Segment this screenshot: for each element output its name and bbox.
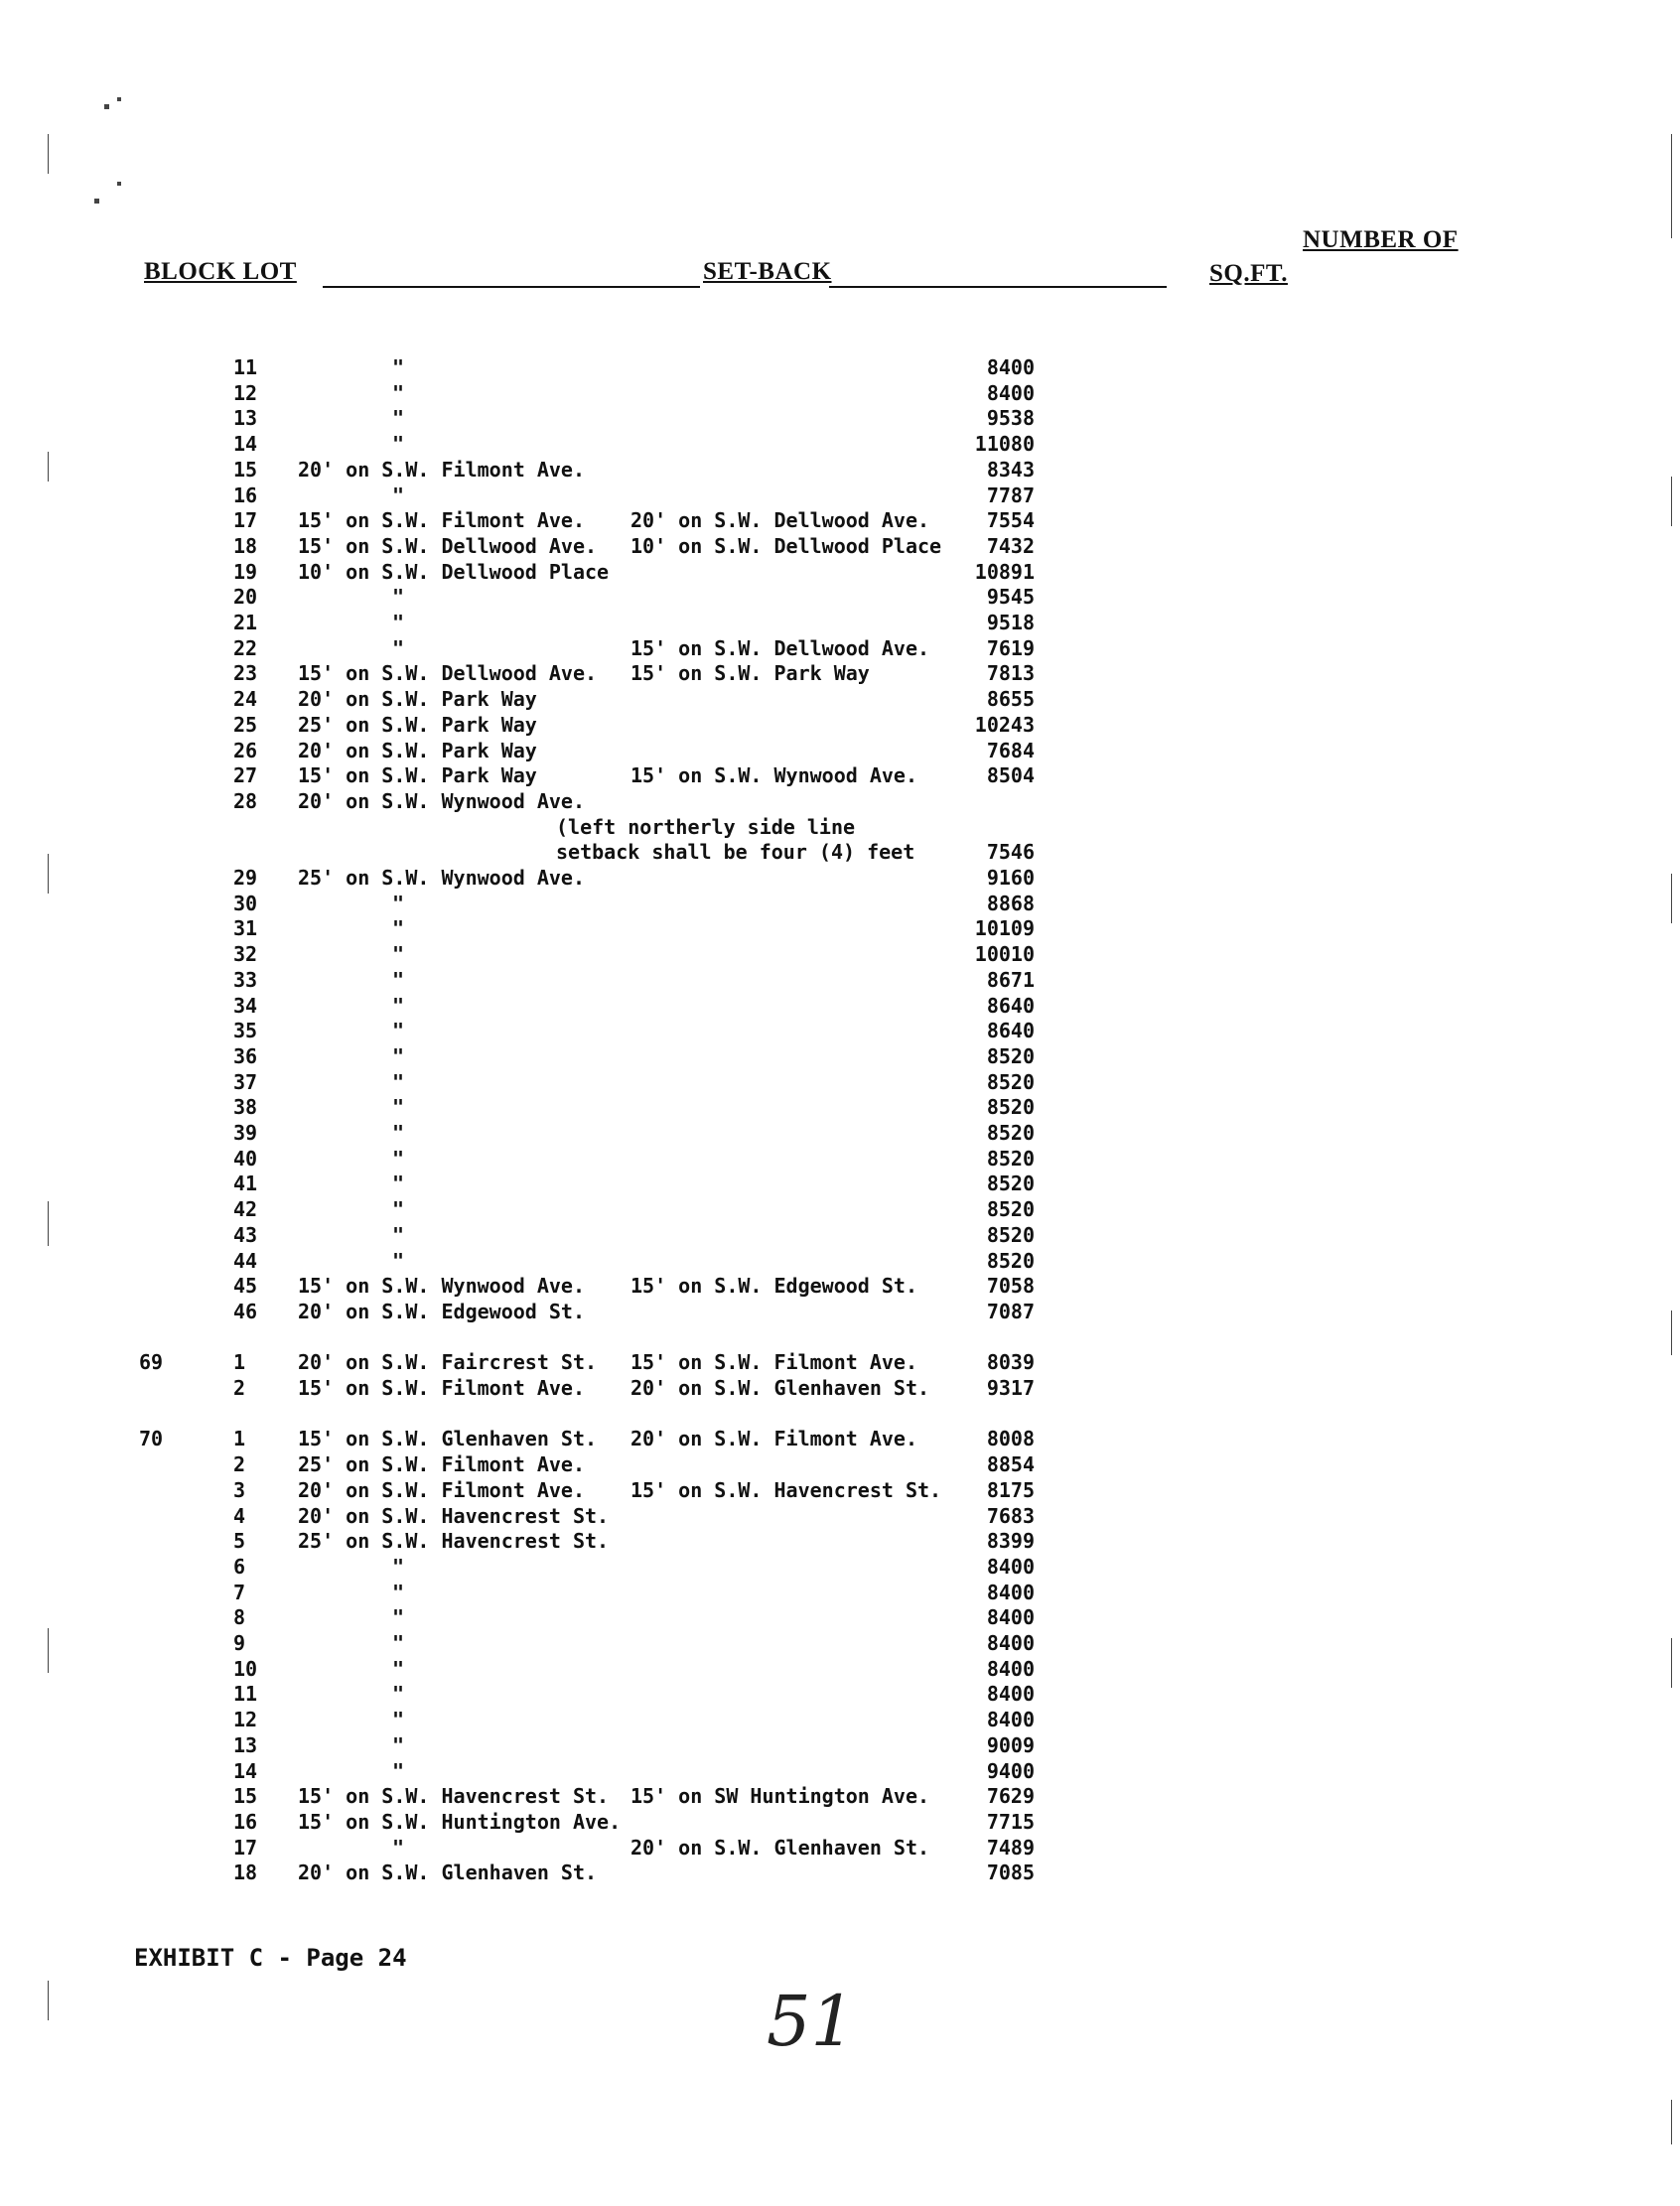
scan-mark: [48, 1628, 49, 1673]
lot-number: 15: [233, 458, 258, 482]
setback-text: 15' on S.W. Filmont Ave.: [298, 1376, 585, 1400]
scan-mark: [1671, 477, 1672, 526]
sqft-value: 8400: [986, 1631, 1035, 1655]
setback-secondary: 10' on S.W. Dellwood Place: [630, 534, 942, 558]
sqft-value: 8520: [986, 1095, 1035, 1119]
sqft-value: 9317: [986, 1376, 1035, 1400]
sqft-value: 7619: [986, 636, 1035, 660]
lot-number: 11: [233, 1682, 258, 1706]
sqft-value: 7058: [986, 1274, 1035, 1298]
ditto-mark: ": [392, 968, 405, 992]
lot-number: 17: [233, 508, 258, 532]
lot-number: 12: [233, 1708, 258, 1731]
sqft-value: 8008: [986, 1427, 1035, 1450]
lot-number: 40: [233, 1147, 258, 1171]
sqft-value: 9538: [986, 406, 1035, 430]
ditto-mark: ": [392, 432, 405, 456]
lot-number: 46: [233, 1300, 258, 1323]
ditto-mark: ": [392, 916, 405, 940]
block-number: 69: [139, 1350, 164, 1374]
setback-secondary: 20' on S.W. Glenhaven St.: [630, 1836, 930, 1860]
sqft-value: 10243: [974, 713, 1035, 737]
lot-number: 44: [233, 1249, 258, 1273]
sqft-value: 8854: [986, 1452, 1035, 1476]
setback-text: 20' on S.W. Filmont Ave.: [298, 458, 585, 482]
sqft-value: 9009: [986, 1733, 1035, 1757]
sqft-value: 9545: [986, 585, 1035, 609]
lot-number: 1: [233, 1350, 246, 1374]
scan-mark: [117, 182, 121, 186]
sqft-value: 7715: [986, 1810, 1035, 1834]
sqft-value: 7087: [986, 1300, 1035, 1323]
lot-number: 9: [233, 1631, 246, 1655]
setback-text: 20' on S.W. Glenhaven St.: [298, 1861, 598, 1884]
scan-mark: [1671, 874, 1672, 923]
lot-number: 43: [233, 1223, 258, 1247]
lot-number: 13: [233, 406, 258, 430]
ditto-mark: ": [392, 1555, 405, 1579]
sqft-value: 8520: [986, 1070, 1035, 1094]
lot-number: 8: [233, 1605, 246, 1629]
lot-number: 20: [233, 585, 258, 609]
lot-number: 11: [233, 355, 258, 379]
ditto-mark: ": [392, 1019, 405, 1042]
ditto-mark: ": [392, 1733, 405, 1757]
ditto-mark: ": [392, 1070, 405, 1094]
lot-number: 2: [233, 1452, 246, 1476]
sqft-value: 8640: [986, 994, 1035, 1018]
sqft-value: 9518: [986, 611, 1035, 634]
lot-number: 5: [233, 1529, 246, 1553]
lot-number: 36: [233, 1044, 258, 1068]
setback-text: 25' on S.W. Filmont Ave.: [298, 1452, 585, 1476]
lot-number: 42: [233, 1197, 258, 1221]
setback-secondary: 15' on S.W. Edgewood St.: [630, 1274, 917, 1298]
sqft-value: 11080: [974, 432, 1035, 456]
sqft-value: 9160: [986, 866, 1035, 890]
header-block-lot: BLOCK LOT: [144, 258, 297, 285]
setback-text: 25' on S.W. Havencrest St.: [298, 1529, 610, 1553]
sqft-value: 9400: [986, 1759, 1035, 1783]
ditto-mark: ": [392, 1657, 405, 1681]
sqft-value: 8504: [986, 763, 1035, 787]
ditto-mark: ": [392, 1249, 405, 1273]
sqft-value: 8400: [986, 1555, 1035, 1579]
ditto-mark: ": [392, 1095, 405, 1119]
scan-mark: [1671, 134, 1672, 238]
setback-text: 20' on S.W. Park Way: [298, 687, 537, 711]
sqft-value: 10010: [974, 942, 1035, 966]
setback-text: 15' on S.W. Park Way: [298, 763, 537, 787]
lot-number: 15: [233, 1784, 258, 1808]
ditto-mark: ": [392, 636, 405, 660]
lot-number: 39: [233, 1121, 258, 1145]
header-number-of: NUMBER OF: [1303, 226, 1459, 253]
scan-mark: [48, 452, 49, 482]
lot-number: 3: [233, 1478, 246, 1502]
ditto-mark: ": [392, 1223, 405, 1247]
sqft-value: 7554: [986, 508, 1035, 532]
setback-text: 10' on S.W. Dellwood Place: [298, 560, 610, 584]
setback-text: 15' on S.W. Huntington Ave.: [298, 1810, 622, 1834]
lot-number: 4: [233, 1504, 246, 1528]
setback-secondary: 20' on S.W. Filmont Ave.: [630, 1427, 917, 1450]
lot-number: 12: [233, 381, 258, 405]
scan-mark: [117, 97, 121, 101]
setback-secondary: 15' on S.W. Filmont Ave.: [630, 1350, 917, 1374]
setback-secondary: 15' on S.W. Havencrest St.: [630, 1478, 942, 1502]
sqft-value: 8175: [986, 1478, 1035, 1502]
lot-number: 1: [233, 1427, 246, 1450]
scan-mark: [94, 199, 99, 204]
setback-text: 15' on S.W. Glenhaven St.: [298, 1427, 598, 1450]
scan-mark: [48, 1981, 49, 2020]
sqft-value: 7813: [986, 661, 1035, 685]
sqft-value: 8399: [986, 1529, 1035, 1553]
lot-number: 22: [233, 636, 258, 660]
ditto-mark: ": [392, 381, 405, 405]
scan-mark: [1671, 1638, 1672, 1688]
setback-text: 20' on S.W. Havencrest St.: [298, 1504, 610, 1528]
sqft-value: 10891: [974, 560, 1035, 584]
lot-number: 23: [233, 661, 258, 685]
lot-number: 33: [233, 968, 258, 992]
ditto-mark: ": [392, 406, 405, 430]
sqft-value: 8400: [986, 355, 1035, 379]
lot-number: 38: [233, 1095, 258, 1119]
setback-text: 20' on S.W. Faircrest St.: [298, 1350, 598, 1374]
lot-number: 21: [233, 611, 258, 634]
ditto-mark: ": [392, 1759, 405, 1783]
ditto-mark: ": [392, 1172, 405, 1195]
sqft-value: 8520: [986, 1172, 1035, 1195]
sqft-value: 8655: [986, 687, 1035, 711]
sqft-value: 8520: [986, 1197, 1035, 1221]
setback-text: 15' on S.W. Wynwood Ave.: [298, 1274, 585, 1298]
sqft-value: 8400: [986, 1581, 1035, 1604]
sqft-value: 8400: [986, 381, 1035, 405]
ditto-mark: ": [392, 1581, 405, 1604]
lot-number: 34: [233, 994, 258, 1018]
lot-number: 27: [233, 763, 258, 787]
header-sq-ft: SQ.FT.: [1209, 260, 1288, 287]
setback-secondary: 15' on S.W. Dellwood Ave.: [630, 636, 930, 660]
ditto-mark: ": [392, 355, 405, 379]
sqft-value: 8039: [986, 1350, 1035, 1374]
lot-number: 35: [233, 1019, 258, 1042]
lot-number: 13: [233, 1733, 258, 1757]
lot-number: 2: [233, 1376, 246, 1400]
lot-number: 16: [233, 1810, 258, 1834]
setback-secondary: 15' on S.W. Wynwood Ave.: [630, 763, 917, 787]
lot-number: 16: [233, 483, 258, 507]
lot-number: 24: [233, 687, 258, 711]
scan-mark: [48, 1201, 49, 1246]
scan-mark: [48, 854, 49, 894]
lot-number: 30: [233, 892, 258, 915]
lot-number: 45: [233, 1274, 258, 1298]
setback-text: 25' on S.W. Park Way: [298, 713, 537, 737]
sqft-value: 8343: [986, 458, 1035, 482]
ditto-mark: ": [392, 1197, 405, 1221]
ditto-mark: ": [392, 1708, 405, 1731]
lot-number: 19: [233, 560, 258, 584]
setback-secondary: 15' on S.W. Park Way: [630, 661, 870, 685]
ditto-mark: ": [392, 585, 405, 609]
sqft-value: 8400: [986, 1682, 1035, 1706]
lot-number: 14: [233, 432, 258, 456]
setback-secondary: (left northerly side line: [556, 815, 856, 839]
lot-number: 18: [233, 1861, 258, 1884]
lot-number: 28: [233, 789, 258, 813]
setback-text: 20' on S.W. Park Way: [298, 739, 537, 762]
sqft-value: 7629: [986, 1784, 1035, 1808]
block-number: 70: [139, 1427, 164, 1450]
sqft-value: 10109: [974, 916, 1035, 940]
lot-number: 6: [233, 1555, 246, 1579]
scan-mark: [48, 134, 49, 174]
scan-mark: [1671, 2100, 1672, 2144]
sqft-value: 7684: [986, 739, 1035, 762]
sqft-value: 8640: [986, 1019, 1035, 1042]
ditto-mark: ": [392, 994, 405, 1018]
sqft-value: 7489: [986, 1836, 1035, 1860]
setback-secondary: setback shall be four (4) feet: [556, 840, 915, 864]
setback-text: 25' on S.W. Wynwood Ave.: [298, 866, 585, 890]
sqft-value: 7085: [986, 1861, 1035, 1884]
setback-secondary: 15' on SW Huntington Ave.: [630, 1784, 930, 1808]
sqft-value: 8520: [986, 1044, 1035, 1068]
scan-mark: [104, 104, 109, 109]
scan-mark: [1671, 1310, 1672, 1355]
lot-number: 26: [233, 739, 258, 762]
setback-text: 15' on S.W. Dellwood Ave.: [298, 661, 598, 685]
lot-number: 29: [233, 866, 258, 890]
sqft-value: 7787: [986, 483, 1035, 507]
setback-text: 20' on S.W. Filmont Ave.: [298, 1478, 585, 1502]
lot-number: 18: [233, 534, 258, 558]
lot-number: 32: [233, 942, 258, 966]
sqft-value: 8520: [986, 1147, 1035, 1171]
setback-text: 20' on S.W. Edgewood St.: [298, 1300, 585, 1323]
sqft-value: 8520: [986, 1249, 1035, 1273]
sqft-value: 8868: [986, 892, 1035, 915]
sqft-value: 8671: [986, 968, 1035, 992]
exhibit-footer: EXHIBIT C - Page 24: [134, 1944, 407, 1972]
lot-number: 17: [233, 1836, 258, 1860]
setback-text: 15' on S.W. Filmont Ave.: [298, 508, 585, 532]
sqft-value: 8400: [986, 1708, 1035, 1731]
lot-number: 7: [233, 1581, 246, 1604]
ditto-mark: ": [392, 1682, 405, 1706]
sqft-value: 7432: [986, 534, 1035, 558]
sqft-value: 8400: [986, 1605, 1035, 1629]
setback-text: 15' on S.W. Dellwood Ave.: [298, 534, 598, 558]
ditto-mark: ": [392, 892, 405, 915]
ditto-mark: ": [392, 1836, 405, 1860]
setback-text: 15' on S.W. Havencrest St.: [298, 1784, 610, 1808]
lot-number: 25: [233, 713, 258, 737]
header-setback: SET-BACK: [703, 258, 832, 285]
ditto-mark: ": [392, 1044, 405, 1068]
sqft-value: 7546: [986, 840, 1035, 864]
ditto-mark: ": [392, 611, 405, 634]
lot-number: 31: [233, 916, 258, 940]
ditto-mark: ": [392, 1147, 405, 1171]
ditto-mark: ": [392, 1121, 405, 1145]
lot-number: 10: [233, 1657, 258, 1681]
ditto-mark: ": [392, 1631, 405, 1655]
ditto-mark: ": [392, 1605, 405, 1629]
sqft-value: 8400: [986, 1657, 1035, 1681]
lot-number: 14: [233, 1759, 258, 1783]
setback-text: 20' on S.W. Wynwood Ave.: [298, 789, 585, 813]
handwritten-page-number: 51: [767, 1981, 856, 2062]
lot-number: 37: [233, 1070, 258, 1094]
setback-secondary: 20' on S.W. Glenhaven St.: [630, 1376, 930, 1400]
sqft-value: 8520: [986, 1121, 1035, 1145]
ditto-mark: ": [392, 483, 405, 507]
ditto-mark: ": [392, 942, 405, 966]
setback-secondary: 20' on S.W. Dellwood Ave.: [630, 508, 930, 532]
lot-number: 41: [233, 1172, 258, 1195]
sqft-value: 7683: [986, 1504, 1035, 1528]
sqft-value: 8520: [986, 1223, 1035, 1247]
